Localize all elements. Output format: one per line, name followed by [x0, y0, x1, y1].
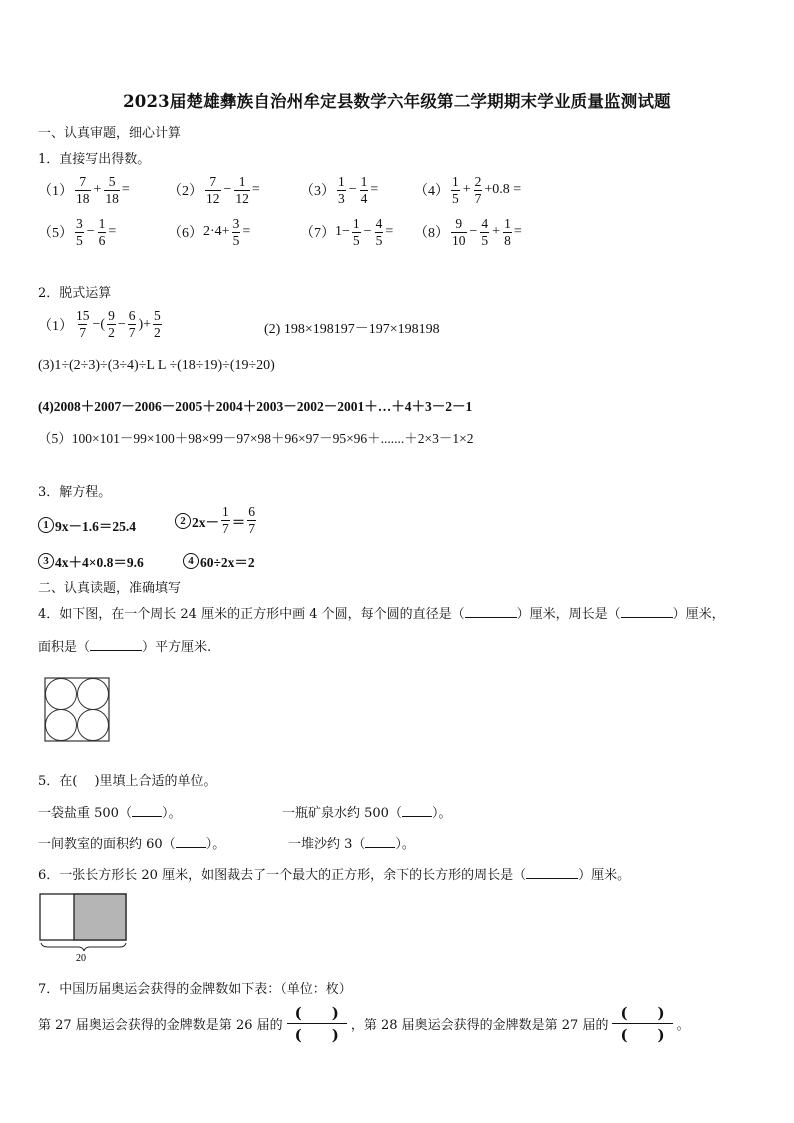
text: ）。	[161, 806, 182, 821]
question-2-line-4: （5）100×101－99×100＋98×99－97×98＋96×97－95×96＋.......＋2×3－1×2	[38, 431, 474, 446]
text: 一袋盐重 500（	[38, 806, 132, 821]
expression-tail: =	[251, 182, 260, 197]
item-label: （7）	[300, 226, 335, 241]
question-1-heading: 1．直接写出得数。	[38, 152, 151, 167]
equation-2	[175, 504, 258, 537]
question-4-line-2	[38, 636, 211, 655]
section-heading: 一、认真审题，细心计算	[38, 126, 182, 141]
item-label: （6）	[168, 226, 203, 241]
question-7-sentence	[38, 1002, 690, 1045]
calc-item	[168, 216, 250, 249]
operator: +	[93, 182, 102, 197]
text: 。	[676, 1018, 690, 1033]
text: 一间教室的面积约 60（	[38, 837, 176, 852]
fraction: $\frac{6}{7}$	[248, 504, 255, 536]
item-label: （1）	[38, 318, 73, 334]
operator: −	[117, 316, 126, 332]
expression-tail: =	[108, 224, 117, 239]
fraction: $\frac{1}{5}$	[352, 215, 360, 248]
expression-tail: =	[385, 224, 394, 239]
section-heading: 二、认真读题，准确填写	[38, 581, 182, 596]
fraction: $\frac{1}{5}$	[452, 173, 459, 206]
expression-prefix: 2·4+	[203, 224, 230, 239]
answer-blank[interactable]	[402, 804, 432, 817]
item-label: （4）	[414, 184, 449, 199]
text: 4．如下图，在一个周长 24 厘米的正方形中画 4 个圆，每个圆的直径是（	[38, 607, 465, 622]
circled-number: 4	[183, 553, 199, 569]
question-2-line-1	[38, 308, 164, 341]
expression-tail: =	[121, 182, 130, 197]
calc-item	[168, 174, 260, 207]
question-3-heading: 3．解方程。	[38, 485, 112, 500]
fraction: $\frac{2}{7}$	[474, 173, 482, 206]
fraction: $\frac{7}{12}$	[206, 173, 220, 206]
fraction: $\frac{15}{7}$	[76, 308, 90, 340]
question-5-heading: 5．在( )里填上合适的单位。	[38, 774, 217, 789]
text: ）厘米。	[578, 868, 631, 883]
fraction: $\frac{3}{5}$	[232, 215, 240, 248]
item-label: （5）	[38, 226, 73, 241]
fraction: $\frac{3}{5}$	[76, 215, 83, 248]
question-2-line-1b: (2) 198×198197－197×198198	[264, 322, 440, 337]
fraction: $\frac{1}{6}$	[98, 215, 106, 248]
question-5-item-d	[288, 833, 415, 852]
fraction: $\frac{6}{7}$	[128, 308, 136, 340]
answer-blank[interactable]	[90, 638, 142, 651]
operator: −	[223, 182, 232, 197]
operator: )+	[138, 316, 152, 332]
length-label: 20	[76, 953, 86, 963]
text: ）厘米，周长是（	[516, 607, 621, 622]
item-label: （3）	[300, 184, 335, 199]
four-circles-square-figure	[44, 677, 112, 743]
answer-blank[interactable]	[132, 804, 162, 817]
rectangle-cut-square-figure	[38, 893, 130, 963]
equation-text: 60÷2x＝2	[200, 555, 255, 570]
fraction: $\frac{1}{7}$	[222, 504, 229, 536]
fraction: $\frac{5}{2}$	[154, 308, 161, 340]
question-5-item-c	[38, 833, 225, 852]
calc-item	[300, 174, 378, 207]
equation-3	[38, 551, 144, 571]
equation-1	[38, 515, 136, 535]
text: ）。	[205, 837, 226, 852]
answer-blank[interactable]	[176, 835, 206, 848]
text: ）。	[431, 806, 452, 821]
expression-prefix: 1−	[335, 224, 350, 239]
question-5-item-b	[282, 802, 451, 821]
fraction-blank-1[interactable]: ( ) ( )	[287, 1002, 347, 1045]
equation-4	[183, 551, 255, 571]
operator: −	[86, 224, 95, 239]
fraction: $\frac{9}{10}$	[452, 215, 466, 248]
operator: −	[469, 224, 478, 239]
equals: ＝	[231, 514, 246, 530]
answer-blank[interactable]	[621, 605, 673, 618]
fraction: $\frac{4}{5}$	[481, 215, 489, 248]
text: 一瓶矿泉水约 500（	[282, 806, 402, 821]
equation-text: 2x－	[192, 514, 219, 530]
equation-text: 4x＋4×0.8＝9.6	[55, 555, 144, 570]
fraction-blank-2[interactable]: ( ) ( )	[612, 1002, 672, 1045]
equation-text: 9x－1.6＝25.4	[55, 519, 136, 534]
question-2-heading: 2．脱式运算	[38, 286, 112, 301]
operator: +	[492, 224, 501, 239]
expression-tail: =	[513, 224, 522, 239]
answer-blank[interactable]	[465, 605, 517, 618]
expression-tail: =	[370, 182, 379, 197]
text: ）厘米，	[672, 607, 725, 622]
answer-blank[interactable]	[526, 866, 578, 879]
expression-tail: =	[242, 224, 251, 239]
operator: −(	[92, 316, 106, 332]
text: 一堆沙约 3（	[288, 837, 366, 852]
question-5-item-a	[38, 802, 181, 821]
question-2-line-3: (4)2008＋2007－2006－2005＋2004＋2003－2002－2001＋…＋4＋3－2－1	[38, 399, 473, 414]
circled-number: 1	[38, 517, 54, 533]
fraction: $\frac{5}{18}$	[105, 173, 119, 206]
fraction: $\frac{1}{8}$	[504, 215, 511, 248]
question-6-text	[38, 864, 630, 883]
operator: +	[462, 182, 471, 197]
circled-number: 3	[38, 553, 54, 569]
operator: −	[363, 224, 372, 239]
text: ）。	[395, 837, 415, 852]
fraction: $\frac{1}{3}$	[338, 173, 345, 206]
operator: −	[348, 182, 357, 197]
fraction: $\frac{7}{18}$	[76, 173, 90, 206]
fraction: $\frac{9}{2}$	[108, 308, 115, 340]
text: 第 27 届奥运会获得的金牌数是第 26 届的	[38, 1018, 283, 1033]
text: 6．一张长方形长 20 厘米，如图裁去了一个最大的正方形，余下的长方形的周长是（	[38, 868, 527, 883]
circled-number: 2	[175, 513, 191, 529]
calc-item	[300, 216, 393, 249]
calc-item	[414, 216, 522, 249]
fraction: $\frac{1}{12}$	[235, 173, 249, 206]
fraction: $\frac{4}{5}$	[375, 215, 383, 248]
expression-tail: +0.8 =	[484, 182, 522, 197]
calc-item	[38, 216, 116, 249]
text: ）平方厘米.	[142, 640, 212, 655]
item-label: （2）	[168, 184, 203, 199]
answer-blank[interactable]	[365, 835, 395, 848]
item-label: （1）	[38, 184, 73, 199]
text: ，第 28 届奥运会获得的金牌数是第 27 届的	[350, 1018, 609, 1033]
question-2-line-2: (3)1÷(2÷3)÷(3÷4)÷L L ÷(18÷19)÷(19÷20)	[38, 358, 275, 373]
question-7-heading: 7．中国历届奥运会获得的金牌数如下表：（单位：枚）	[38, 982, 352, 997]
calc-item	[38, 174, 130, 207]
fraction: $\frac{1}{4}$	[360, 173, 368, 206]
question-4-line-1	[38, 603, 725, 622]
item-label: （8）	[414, 226, 449, 241]
text: 面积是（	[38, 640, 91, 655]
page-title: 2023届楚雄彝族自治州牟定县数学六年级第二学期期末学业质量监测试题	[123, 92, 671, 111]
calc-item	[414, 174, 521, 207]
